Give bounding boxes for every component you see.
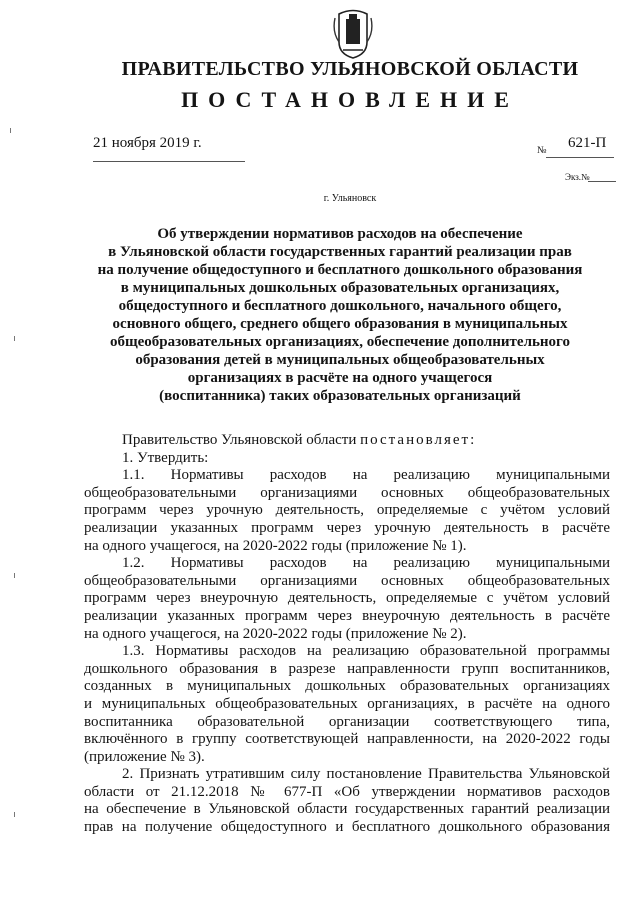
paragraph-1-3 [84,643,610,766]
copy-number-label: Экз.№ [565,172,590,182]
heading-line: общедоступного и бесплатного дошкольного, начального общего, [118,298,562,314]
scan-artifact [10,128,11,133]
paragraph-line: дошкольного образования в разрезе направленности групп воспитанников, [84,660,610,677]
heading-line: на получение общедоступного и бесплатного дошкольного образования [97,262,583,278]
scan-artifact [14,812,15,817]
heading-line: организациях в расчёте на одного учащегося [187,370,493,386]
government-title: ПРАВИТЕЛЬСТВО УЛЬЯНОВСКОЙ ОБЛАСТИ [121,58,579,80]
paragraph-line: на одного учащегося, на 2020-2022 годы (приложение № 1). [84,537,467,554]
scan-artifact [14,573,15,578]
document-date: 21 ноября 2019 г. [93,135,202,151]
paragraph-1-2 [84,555,610,643]
paragraph-line: воспитанника образовательной организации соответствующего типа, [84,713,610,730]
copy-number-underline [588,181,616,182]
paragraph-line: 1.2. Нормативы расходов на реализацию муниципальными [122,555,610,572]
paragraph-line: прав на получение общедоступного и бесплатного дошкольного образования [84,819,610,836]
paragraph-line: 2. Признать утратившим силу постановление Правительства Ульяновской [122,766,610,783]
paragraph-line: реализации указанных программ через урочную деятельность в расчёте [84,519,610,536]
number-underline [546,157,614,158]
paragraph-line: программ через урочную деятельность, определяемые с учётом условий [84,502,610,519]
heading-line: образования детей в муниципальных общеобразовательных [135,352,545,368]
coat-of-arms-emblem [333,6,373,60]
preamble-text: Правительство Ульяновской области [122,432,361,448]
preamble [84,432,610,450]
paragraph-line: (приложение № 3). [84,748,205,765]
document-type: ПОСТАНОВЛЕНИЕ [181,87,519,112]
scan-artifact [14,336,15,341]
paragraph-line: программ через внеурочную деятельность, определяемые с учётом условий [84,590,610,607]
paragraph-line: 1.3. Нормативы расходов на реализацию образовательной программы [122,643,610,660]
paragraph-line: общеобразовательными организациями основных общеобразовательных [84,484,610,501]
paragraph-line: общеобразовательными организациями основных общеобразовательных [84,572,610,589]
paragraph-line: 1.1. Нормативы расходов на реализацию муниципальными [122,467,610,484]
paragraph-line: на одного учащегося, на 2020-2022 годы (приложение № 2). [84,625,467,642]
date-underline [93,161,245,162]
heading-line: (воспитанника) таких образовательных организаций [159,388,521,404]
item-1: 1. Утвердить: [122,449,209,466]
document-heading [90,225,590,405]
heading-line: основного общего, среднего общего образования в муниципальных [112,316,568,332]
paragraph-line: включённого в группу соответствующей направленности, на 2020-2022 годы [84,731,610,748]
paragraph-line: на обеспечение в Ульяновской области государственных гарантий реализации [84,801,610,818]
preamble-decree-word: постановляет: [360,432,477,448]
document-number: 621-П [568,135,607,151]
heading-line: общеобразовательных организациях, обеспечение дополнительного [109,334,570,350]
heading-line: в Ульяновской области государственных гарантий реализации прав [108,244,572,260]
city-name: г. Ульяновск [323,193,377,204]
paragraph-line: области от 21.12.2018 № 677-П «Об утверждении нормативов расходов [84,783,610,800]
paragraph-line: и муниципальных общеобразовательных организациях, в расчёте на одного [84,695,610,712]
number-label: № [537,145,547,156]
heading-line: в муниципальных дошкольных образовательных организациях, [120,280,560,296]
heading-line: Об утверждении нормативов расходов на обеспечение [157,226,523,242]
paragraph-2 [84,766,610,836]
paragraph-line: реализации указанных программ через внеурочную деятельность в расчёте [84,607,610,624]
paragraph-1-1 [84,467,610,555]
paragraph-line: созданных в муниципальных дошкольных образовательных организациях [84,678,610,695]
document-body [84,432,610,837]
